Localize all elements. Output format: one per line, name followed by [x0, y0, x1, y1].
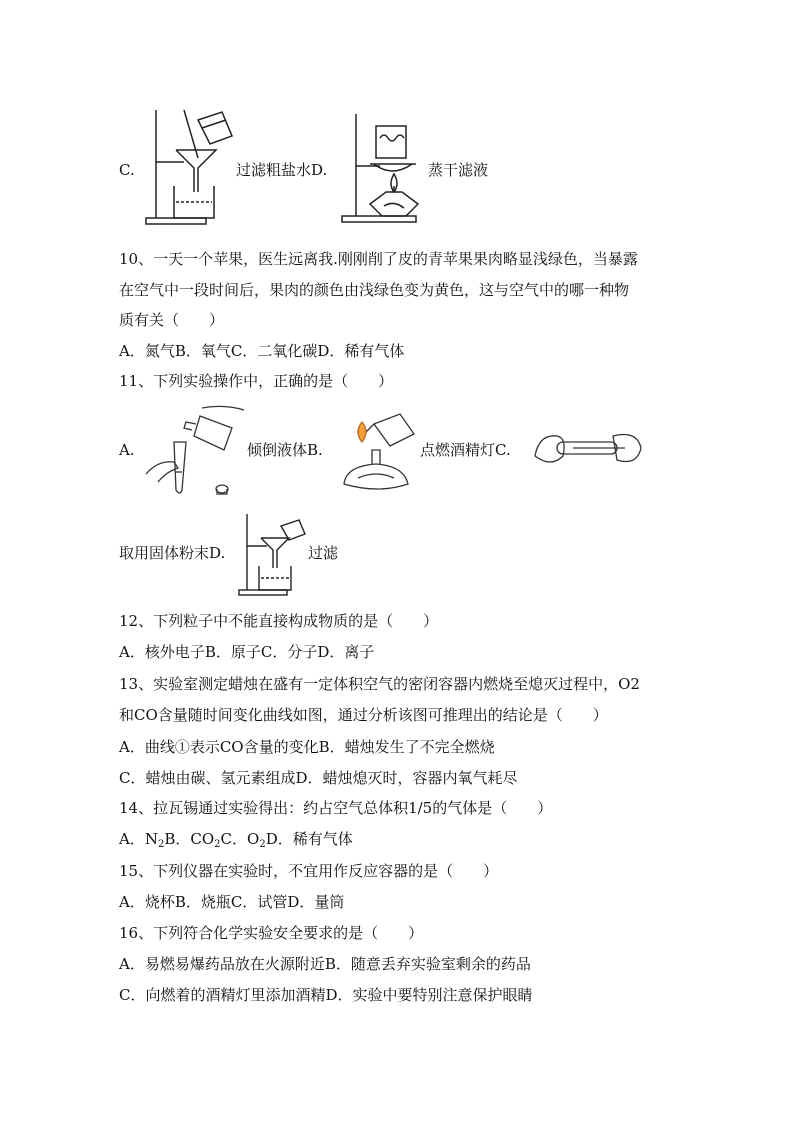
q14-stem: 14、拉瓦锡通过实验得出：约占空气总体积1/5的气体是（ ）	[119, 799, 553, 817]
evaporation-apparatus-icon	[340, 108, 426, 226]
filtration-apparatus-icon-2	[233, 512, 311, 598]
q14-option-a: A．N	[119, 830, 158, 848]
q15-options: A．烧杯B．烧瓶C．试管D．量筒	[119, 893, 345, 911]
q13-options-line-1: A．曲线①表示CO含量的变化B．蜡烛发生了不完全燃烧	[119, 738, 495, 756]
q11-option-d-caption: 过滤	[308, 544, 339, 562]
q16-options-line-2: C．向燃着的酒精灯里添加酒精D．实验中要特别注意保护眼睛	[119, 986, 533, 1004]
q9-option-d-caption: 蒸干滤液	[428, 161, 489, 179]
q11-option-b-caption: 点燃酒精灯C.	[420, 441, 511, 459]
q11-stem: 11、下列实验操作中，正确的是（ ）	[119, 372, 394, 390]
q14-option-c: C．O	[220, 830, 260, 848]
q10-options: A．氮气B．氧气C．二氧化碳D．稀有气体	[119, 342, 405, 360]
pouring-liquid-icon	[144, 402, 246, 498]
q11-option-c-caption-cont: 取用固体粉末D.	[119, 544, 226, 562]
q9-option-c-letter: C.	[119, 161, 135, 179]
powder-tube-icon	[533, 426, 643, 474]
q16-stem: 16、下列符合化学实验安全要求的是（ ）	[119, 924, 424, 942]
q13-options-line-2: C．蜡烛由碳、氢元素组成D．蜡烛熄灭时，容器内氧气耗尽	[119, 769, 518, 787]
q14-option-a-subscript: 2	[157, 839, 165, 850]
alcohol-lamp-lighting-icon	[338, 404, 420, 496]
q14-option-b-subscript: 2	[214, 839, 221, 850]
q11-option-a-caption: 倾倒液体B.	[247, 441, 323, 459]
q13-stem-line-1: 13、实验室测定蜡烛在盛有一定体积空气的密闭容器内燃烧至熄灭过程中，O2	[119, 675, 640, 693]
q9-option-c-caption: 过滤粗盐水D.	[236, 161, 328, 179]
q10-stem-line-2: 在空气中一段时间后，果肉的颜色由浅绿色变为黄色，这与空气中的哪一种物	[119, 281, 630, 299]
filtration-apparatus-icon	[140, 106, 236, 228]
q14-options	[119, 829, 353, 855]
q15-stem: 15、下列仪器在实验时，不宜用作反应容器的是（ ）	[119, 862, 499, 880]
q10-stem-line-1: 10、一天一个苹果，医生远离我.刚刚削了皮的青苹果果肉略显浅绿色，当暴露	[119, 250, 638, 268]
q14-option-d: D．稀有气体	[265, 830, 353, 848]
q14-option-c-subscript: 2	[259, 839, 266, 850]
q12-stem: 12、下列粒子中不能直接构成物质的是（ ）	[119, 612, 439, 630]
q13-stem-line-2: 和CO含量随时间变化曲线如图，通过分析该图可推理出的结论是（ ）	[119, 706, 608, 724]
q12-options: A．核外电子B．原子C．分子D．离子	[119, 643, 375, 661]
q11-option-a-letter: A.	[119, 441, 135, 459]
q10-stem-line-3: 质有关（ ）	[119, 311, 225, 329]
q14-option-b: B．CO	[164, 830, 215, 848]
q16-options-line-1: A．易燃易爆药品放在火源附近B．随意丢弃实验室剩余的药品	[119, 955, 531, 973]
